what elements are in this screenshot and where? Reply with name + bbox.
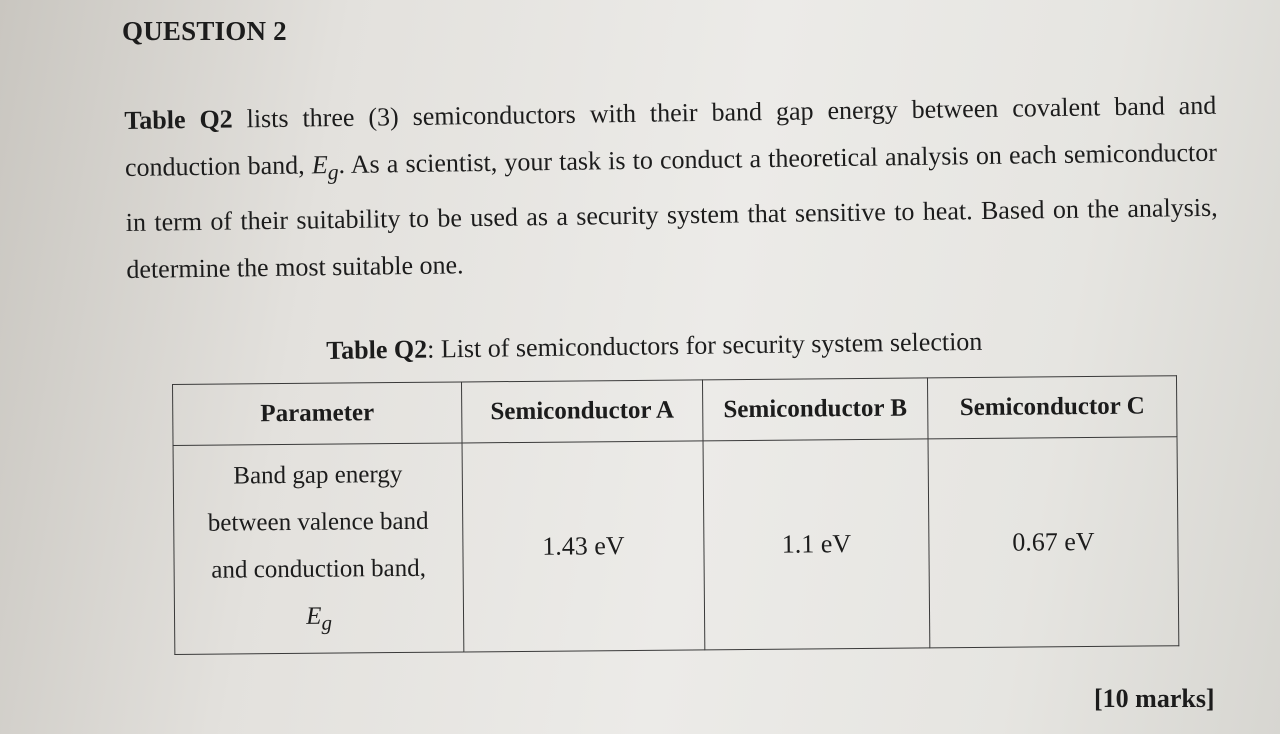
value-semiconductor-b: 1.1 eV: [703, 439, 930, 650]
header-semiconductor-a: Semiconductor A: [461, 380, 703, 443]
table-reference: Table Q2: [124, 104, 233, 135]
table-caption: [326, 327, 983, 366]
question-heading: QUESTION 2: [122, 16, 287, 46]
parameter-cell: Band gap energy between valence band and conduction band, $E_g$: [173, 443, 464, 655]
caption-bold: Table Q2: [326, 334, 428, 365]
table-header-row: [173, 376, 1177, 446]
question-paragraph: [124, 82, 1219, 293]
header-semiconductor-c: Semiconductor C: [927, 376, 1177, 439]
header-semiconductor-b: Semiconductor B: [702, 378, 928, 441]
caption-text: : List of semiconductors for security system selection: [426, 326, 983, 364]
table-container: [172, 375, 1179, 655]
paragraph-text-1: lists three (3) semiconductors with their band gap energy between covalent band and conduction band,: [124, 90, 1217, 182]
eg-symbol: $E_g$: [311, 150, 339, 185]
table-row: [173, 437, 1179, 655]
paragraph-text-2: . As a scientist, your task is to conduct a theoretical analysis on each semiconductor in term of their suitability to be used as a security system that sensitive to heat. Based on the analysis, determine the most suitable one.: [125, 137, 1218, 285]
value-semiconductor-c: 0.67 eV: [928, 437, 1179, 648]
marks-label: [10 marks]: [1094, 684, 1215, 713]
value-semiconductor-a: 1.43 eV: [462, 441, 705, 652]
semiconductor-table: [172, 375, 1179, 655]
header-parameter: Parameter: [173, 382, 463, 446]
parameter-symbol: $E_g$: [306, 602, 333, 635]
